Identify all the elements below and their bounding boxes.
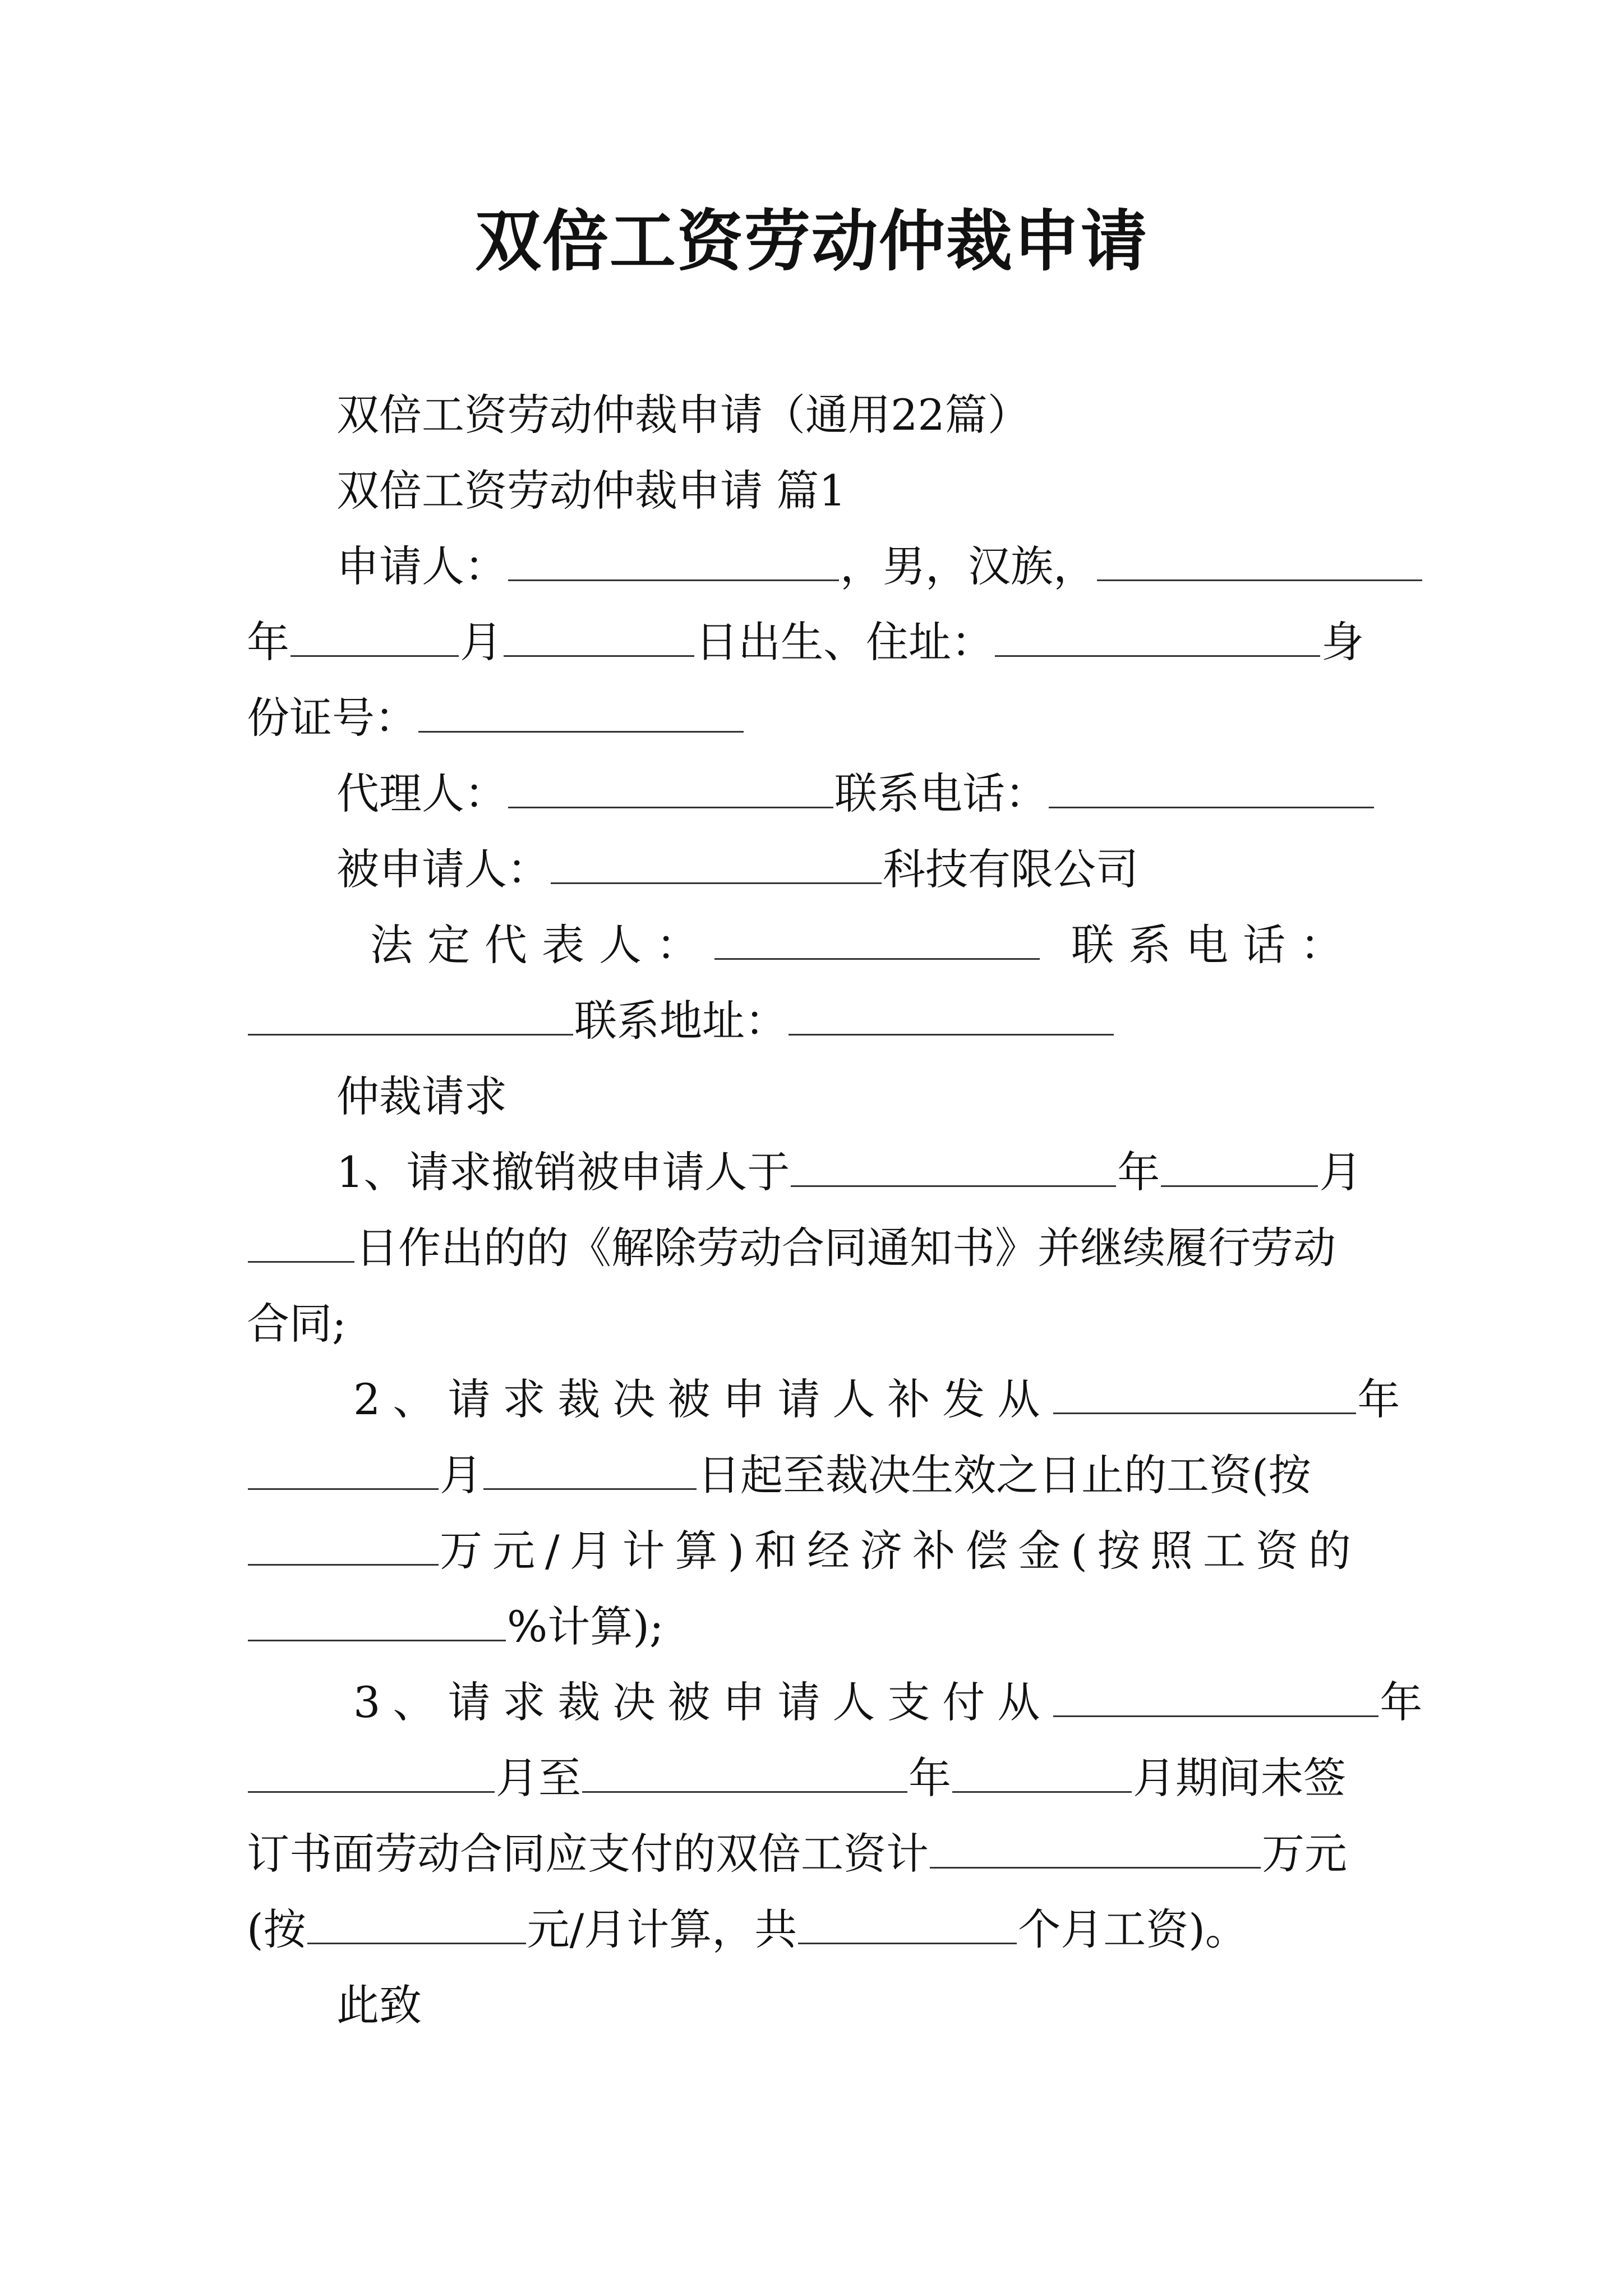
blank-field <box>248 1449 439 1490</box>
month-label: 月 <box>460 617 502 667</box>
blank-field <box>551 843 882 884</box>
blank-field <box>483 1449 697 1490</box>
subtitle: 双倍工资劳动仲裁申请（通用22篇） <box>336 390 1030 440</box>
legal-rep-line <box>370 917 1391 973</box>
blank-field <box>995 616 1320 657</box>
year-label: 年 <box>247 617 289 667</box>
blank-field <box>418 692 744 733</box>
applicant-label: 申请人： <box>336 541 507 591</box>
legal-rep-phone-label: 联系电话： <box>1071 920 1358 970</box>
request-3-text: (按 <box>247 1904 306 1954</box>
request-3-text: 元/月计算，共 <box>527 1904 797 1954</box>
agent-phone-label: 联系电话： <box>834 769 1048 818</box>
blank-field <box>1053 1373 1356 1414</box>
request-1-line-3: 合同; <box>247 1299 347 1349</box>
blank-field <box>789 995 1114 1036</box>
respondent-line <box>336 841 1391 898</box>
request-3-line-3 <box>247 1826 1391 1882</box>
blank-field <box>248 1752 495 1793</box>
request-2-line-2 <box>247 1447 1391 1503</box>
request-3-text: 3、请求裁决被申请人支付从 <box>353 1677 1053 1727</box>
month-label: 月 <box>440 1450 482 1500</box>
id-line <box>247 690 1391 746</box>
legal-rep-addr-line <box>247 993 1391 1049</box>
agent-label: 代理人： <box>336 769 507 818</box>
birth-address-label: 日出生、住址： <box>695 617 994 667</box>
request-1-line-2 <box>247 1220 1391 1276</box>
request-2-text: %计算); <box>507 1602 664 1651</box>
request-1-line-1 <box>336 1144 1391 1200</box>
birth-line <box>247 614 1391 670</box>
request-2-text: 万元/月计算)和经济补偿金(按照工资的 <box>440 1526 1361 1576</box>
blank-field <box>582 1752 907 1793</box>
request-3-line-1 <box>353 1674 1423 1731</box>
request-2-text: 2、请求裁决被申请人补发从 <box>353 1374 1053 1424</box>
blank-field <box>798 1903 1017 1944</box>
blank-field <box>1049 767 1374 808</box>
request-2-text: 日起至裁决生效之日止的工资(按 <box>698 1450 1311 1500</box>
blank-field <box>1053 1676 1378 1717</box>
request-3-text: 月至 <box>496 1753 581 1803</box>
section-heading: 双倍工资劳动仲裁申请 篇1 <box>336 466 846 516</box>
year-label: 年 <box>1380 1677 1423 1727</box>
closing: 此致 <box>336 1980 422 2030</box>
applicant-line <box>336 539 1391 595</box>
request-3-text: 万元 <box>1262 1829 1347 1879</box>
requests-heading: 仲裁请求 <box>336 1071 507 1121</box>
request-1-text: 1、请求撤销被申请人于 <box>336 1147 790 1197</box>
year-label: 年 <box>1357 1374 1400 1424</box>
applicant-gender: ，男，汉族， <box>840 541 1096 591</box>
blank-field <box>291 616 459 657</box>
id-label-start: 身 <box>1321 617 1364 667</box>
document-title: 双倍工资劳动仲裁申请 <box>474 202 1148 280</box>
agent-line <box>336 766 1391 822</box>
blank-field <box>504 616 694 657</box>
legal-rep-address-label: 联系地址： <box>574 996 787 1046</box>
request-3-text: 月期间未签 <box>1133 1753 1346 1803</box>
blank-field <box>1161 1146 1318 1187</box>
request-1-text: 日作出的的《解除劳动合同通知书》并继续履行劳动 <box>356 1223 1336 1273</box>
request-3-text: 订书面劳动合同应支付的双倍工资计 <box>247 1829 929 1879</box>
request-2-line-1 <box>353 1372 1400 1428</box>
respondent-label: 被申请人： <box>336 844 550 894</box>
year-label: 年 <box>1117 1147 1160 1197</box>
request-3-text: 个月工资)。 <box>1018 1904 1248 1954</box>
blank-field <box>248 1222 354 1263</box>
legal-rep-label: 法定代表人： <box>370 920 713 970</box>
request-2-line-3 <box>247 1523 1391 1579</box>
blank-field <box>508 540 839 581</box>
year-label: 年 <box>909 1753 951 1803</box>
blank-field <box>248 995 573 1036</box>
request-3-line-2 <box>247 1750 1391 1806</box>
blank-field <box>248 1525 439 1566</box>
blank-field <box>1097 540 1422 581</box>
blank-field <box>508 767 833 808</box>
id-label: 份证号： <box>247 693 417 743</box>
request-3-line-4 <box>247 1902 1391 1958</box>
blank-field <box>714 919 1040 960</box>
blank-field <box>307 1903 526 1944</box>
blank-field <box>248 1600 506 1641</box>
blank-field <box>930 1828 1261 1869</box>
blank-field <box>952 1752 1132 1793</box>
request-2-line-4 <box>247 1599 1391 1655</box>
blank-field <box>791 1146 1116 1187</box>
respondent-company: 科技有限公司 <box>883 844 1138 894</box>
month-label: 月 <box>1319 1147 1362 1197</box>
